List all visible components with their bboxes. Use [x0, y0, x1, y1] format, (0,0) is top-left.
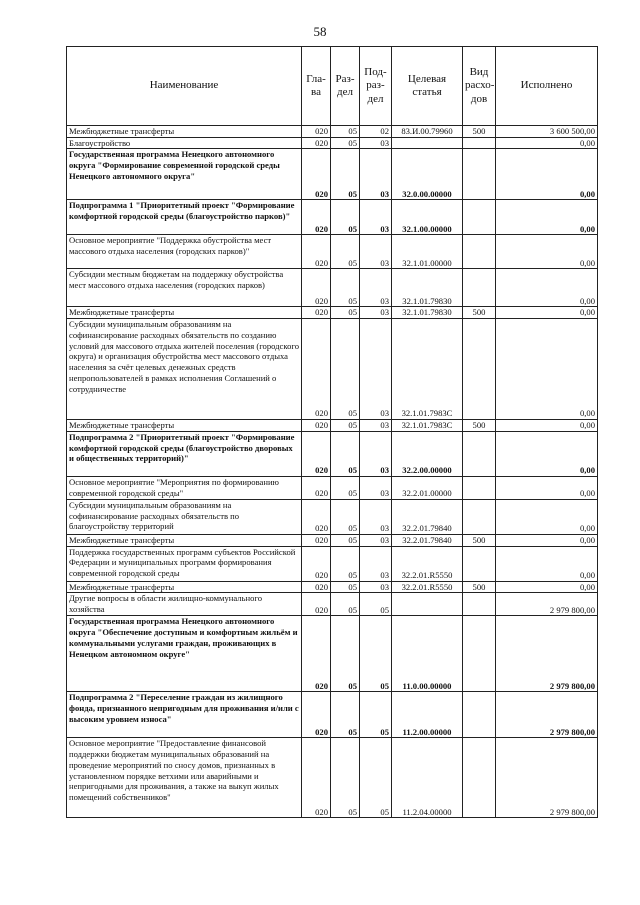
row-section: 05 [331, 616, 360, 692]
row-section: 05 [331, 200, 360, 235]
table-row [67, 476, 598, 499]
table-row [67, 126, 598, 138]
row-subsection: 03 [360, 235, 392, 269]
table-row [67, 420, 598, 432]
table-row [67, 319, 598, 420]
page-number: 58 [313, 24, 327, 39]
header-name: Наименование [67, 47, 302, 126]
row-section: 05 [331, 149, 360, 200]
row-subsection: 05 [360, 692, 392, 738]
row-executed: 0,00 [496, 476, 598, 499]
row-name: Основное мероприятие "Мероприятия по формированию современной городской среды" [67, 476, 302, 499]
row-section: 05 [331, 546, 360, 581]
row-name: Подпрограмма 2 "Приоритетный проект "Формирование комфортной городской среды (благоустройство дворовых и общественных территорий)" [67, 431, 302, 476]
row-chapter: 020 [302, 235, 331, 269]
row-section: 05 [331, 534, 360, 546]
row-subsection: 03 [360, 200, 392, 235]
row-name: Межбюджетные трансферты [67, 534, 302, 546]
row-subsection: 02 [360, 126, 392, 138]
row-name: Другие вопросы в области жилищно-коммунального хозяйства [67, 593, 302, 616]
row-section: 05 [331, 269, 360, 307]
row-chapter: 020 [302, 476, 331, 499]
row-executed: 0,00 [496, 420, 598, 432]
row-target-article: 32.2.01.R5550 [392, 581, 463, 593]
table-row [67, 534, 598, 546]
row-name: Подпрограмма 1 "Приоритетный проект "Формирование комфортной городской среды (благоустройство парков)" [67, 200, 302, 235]
row-executed: 2 979 800,00 [496, 738, 598, 818]
header-expense-type: Вид расхо- дов [463, 47, 496, 126]
row-target-article: 32.1.01.79830 [392, 269, 463, 307]
row-subsection: 03 [360, 431, 392, 476]
header-subsection: Под- раз- дел [360, 47, 392, 126]
row-subsection: 05 [360, 738, 392, 818]
row-subsection: 05 [360, 593, 392, 616]
row-name: Подпрограмма 2 "Переселение граждан из жилищного фонда, признанного непригодным для проживания и/или с высоким уровнем износа" [67, 692, 302, 738]
row-section: 05 [331, 476, 360, 499]
row-expense-type [463, 319, 496, 420]
row-expense-type [463, 476, 496, 499]
row-target-article: 32.2.01.79840 [392, 499, 463, 534]
row-section: 05 [331, 499, 360, 534]
row-subsection: 03 [360, 499, 392, 534]
row-expense-type [463, 137, 496, 149]
row-expense-type [463, 499, 496, 534]
row-chapter: 020 [302, 581, 331, 593]
row-target-article: 32.2.01.R5550 [392, 546, 463, 581]
row-target-article: 11.0.00.00000 [392, 616, 463, 692]
row-chapter: 020 [302, 616, 331, 692]
row-name: Субсидии местным бюджетам на поддержку обустройства мест массового отдыха населения (городских парков) [67, 269, 302, 307]
row-expense-type [463, 200, 496, 235]
row-section: 05 [331, 593, 360, 616]
table-row [67, 431, 598, 476]
row-chapter: 020 [302, 534, 331, 546]
row-executed: 0,00 [496, 149, 598, 200]
table-row [67, 269, 598, 307]
row-executed: 0,00 [496, 431, 598, 476]
table-row [67, 307, 598, 319]
row-chapter: 020 [302, 269, 331, 307]
row-subsection: 03 [360, 420, 392, 432]
row-subsection: 03 [360, 581, 392, 593]
row-name: Межбюджетные трансферты [67, 420, 302, 432]
table-row [67, 200, 598, 235]
row-name: Поддержка государственных программ субъектов Российской Федерации и муниципальных программ формирования современной городской среды [67, 546, 302, 581]
row-section: 05 [331, 307, 360, 319]
row-expense-type [463, 431, 496, 476]
row-executed: 2 979 800,00 [496, 692, 598, 738]
row-target-article: 32.1.01.00000 [392, 235, 463, 269]
row-subsection: 03 [360, 546, 392, 581]
row-expense-type [463, 616, 496, 692]
table-row [67, 137, 598, 149]
row-subsection: 05 [360, 616, 392, 692]
budget-execution-table [66, 46, 598, 818]
row-subsection: 03 [360, 476, 392, 499]
row-executed: 0,00 [496, 499, 598, 534]
row-target-article: 32.2.01.00000 [392, 476, 463, 499]
row-subsection: 03 [360, 269, 392, 307]
row-chapter: 020 [302, 499, 331, 534]
table-row [67, 235, 598, 269]
row-subsection: 03 [360, 137, 392, 149]
row-section: 05 [331, 319, 360, 420]
row-section: 05 [331, 126, 360, 138]
row-executed: 0,00 [496, 200, 598, 235]
row-expense-type [463, 738, 496, 818]
row-name: Межбюджетные трансферты [67, 307, 302, 319]
row-chapter: 020 [302, 546, 331, 581]
row-expense-type [463, 235, 496, 269]
row-expense-type: 500 [463, 126, 496, 138]
row-subsection: 03 [360, 149, 392, 200]
row-executed: 2 979 800,00 [496, 593, 598, 616]
row-executed: 0,00 [496, 546, 598, 581]
row-section: 05 [331, 692, 360, 738]
row-target-article: 32.1.01.7983C [392, 420, 463, 432]
table-row [67, 738, 598, 818]
row-expense-type [463, 269, 496, 307]
row-name: Межбюджетные трансферты [67, 581, 302, 593]
row-expense-type [463, 546, 496, 581]
row-target-article: 11.2.00.00000 [392, 692, 463, 738]
row-expense-type [463, 692, 496, 738]
row-name: Межбюджетные трансферты [67, 126, 302, 138]
table-row [67, 546, 598, 581]
header-section: Раз- дел [331, 47, 360, 126]
row-chapter: 020 [302, 431, 331, 476]
row-expense-type [463, 149, 496, 200]
table-row [67, 616, 598, 692]
row-target-article: 83.И.00.79960 [392, 126, 463, 138]
row-subsection: 03 [360, 319, 392, 420]
row-executed: 0,00 [496, 534, 598, 546]
header-executed: Исполнено [496, 47, 598, 126]
row-target-article [392, 593, 463, 616]
row-chapter: 020 [302, 319, 331, 420]
table-row [67, 581, 598, 593]
row-target-article: 32.1.00.00000 [392, 200, 463, 235]
table-header-row [67, 47, 598, 126]
row-section: 05 [331, 431, 360, 476]
row-target-article [392, 137, 463, 149]
row-expense-type: 500 [463, 581, 496, 593]
row-target-article: 32.2.01.79840 [392, 534, 463, 546]
row-section: 05 [331, 137, 360, 149]
row-chapter: 020 [302, 149, 331, 200]
header-target-article: Целевая статья [392, 47, 463, 126]
row-chapter: 020 [302, 692, 331, 738]
row-name: Субсидии муниципальным образованиям на софинансирование расходных обязательств по созданию условий для массового отдыха жителей поселения (городского округа) и организация обустройства мест массового отдыха населения за счёт целевых денежных средств непропользователей в рамках исполнения Соглашений о сотрудничестве [67, 319, 302, 420]
row-executed: 2 979 800,00 [496, 616, 598, 692]
row-executed: 0,00 [496, 581, 598, 593]
row-name: Основное мероприятие "Предоставление финансовой поддержки бюджетам муниципальных образований на проведение мероприятий по сносу домов, признанных в установленном порядке ветхими или аварийными и непригодными для проживания, а также на выкуп жилых помещений собственников" [67, 738, 302, 818]
row-name: Государственная программа Ненецкого автономного округа "Обеспечение доступным и комфортным жильём и коммунальными услугами граждан, проживающих в Ненецком автономном округе" [67, 616, 302, 692]
row-executed: 0,00 [496, 137, 598, 149]
row-subsection: 03 [360, 534, 392, 546]
row-chapter: 020 [302, 307, 331, 319]
row-target-article: 11.2.04.00000 [392, 738, 463, 818]
row-executed: 0,00 [496, 319, 598, 420]
row-subsection: 03 [360, 307, 392, 319]
row-expense-type: 500 [463, 420, 496, 432]
row-target-article: 32.1.01.79830 [392, 307, 463, 319]
row-chapter: 020 [302, 126, 331, 138]
table-row [67, 692, 598, 738]
table-row [67, 149, 598, 200]
row-expense-type [463, 593, 496, 616]
row-name: Благоустройство [67, 137, 302, 149]
row-section: 05 [331, 235, 360, 269]
row-chapter: 020 [302, 200, 331, 235]
table-row [67, 499, 598, 534]
row-chapter: 020 [302, 137, 331, 149]
row-target-article: 32.2.00.00000 [392, 431, 463, 476]
row-name: Государственная программа Ненецкого автономного округа "Формирование современной городской среды Ненецкого автономного округа" [67, 149, 302, 200]
row-name: Субсидии муниципальным образованиям на софинансирование расходных обязательств по благоустройству территорий [67, 499, 302, 534]
row-executed: 0,00 [496, 235, 598, 269]
row-chapter: 020 [302, 420, 331, 432]
row-expense-type: 500 [463, 307, 496, 319]
row-executed: 0,00 [496, 269, 598, 307]
row-target-article: 32.0.00.00000 [392, 149, 463, 200]
row-expense-type: 500 [463, 534, 496, 546]
row-executed: 0,00 [496, 307, 598, 319]
row-section: 05 [331, 738, 360, 818]
row-chapter: 020 [302, 738, 331, 818]
row-target-article: 32.1.01.7983C [392, 319, 463, 420]
row-name: Основное мероприятие "Поддержка обустройства мест массового отдыха населения (городских парков)" [67, 235, 302, 269]
row-chapter: 020 [302, 593, 331, 616]
row-executed: 3 600 500,00 [496, 126, 598, 138]
row-section: 05 [331, 581, 360, 593]
row-section: 05 [331, 420, 360, 432]
table-row [67, 593, 598, 616]
header-chapter: Гла- ва [302, 47, 331, 126]
